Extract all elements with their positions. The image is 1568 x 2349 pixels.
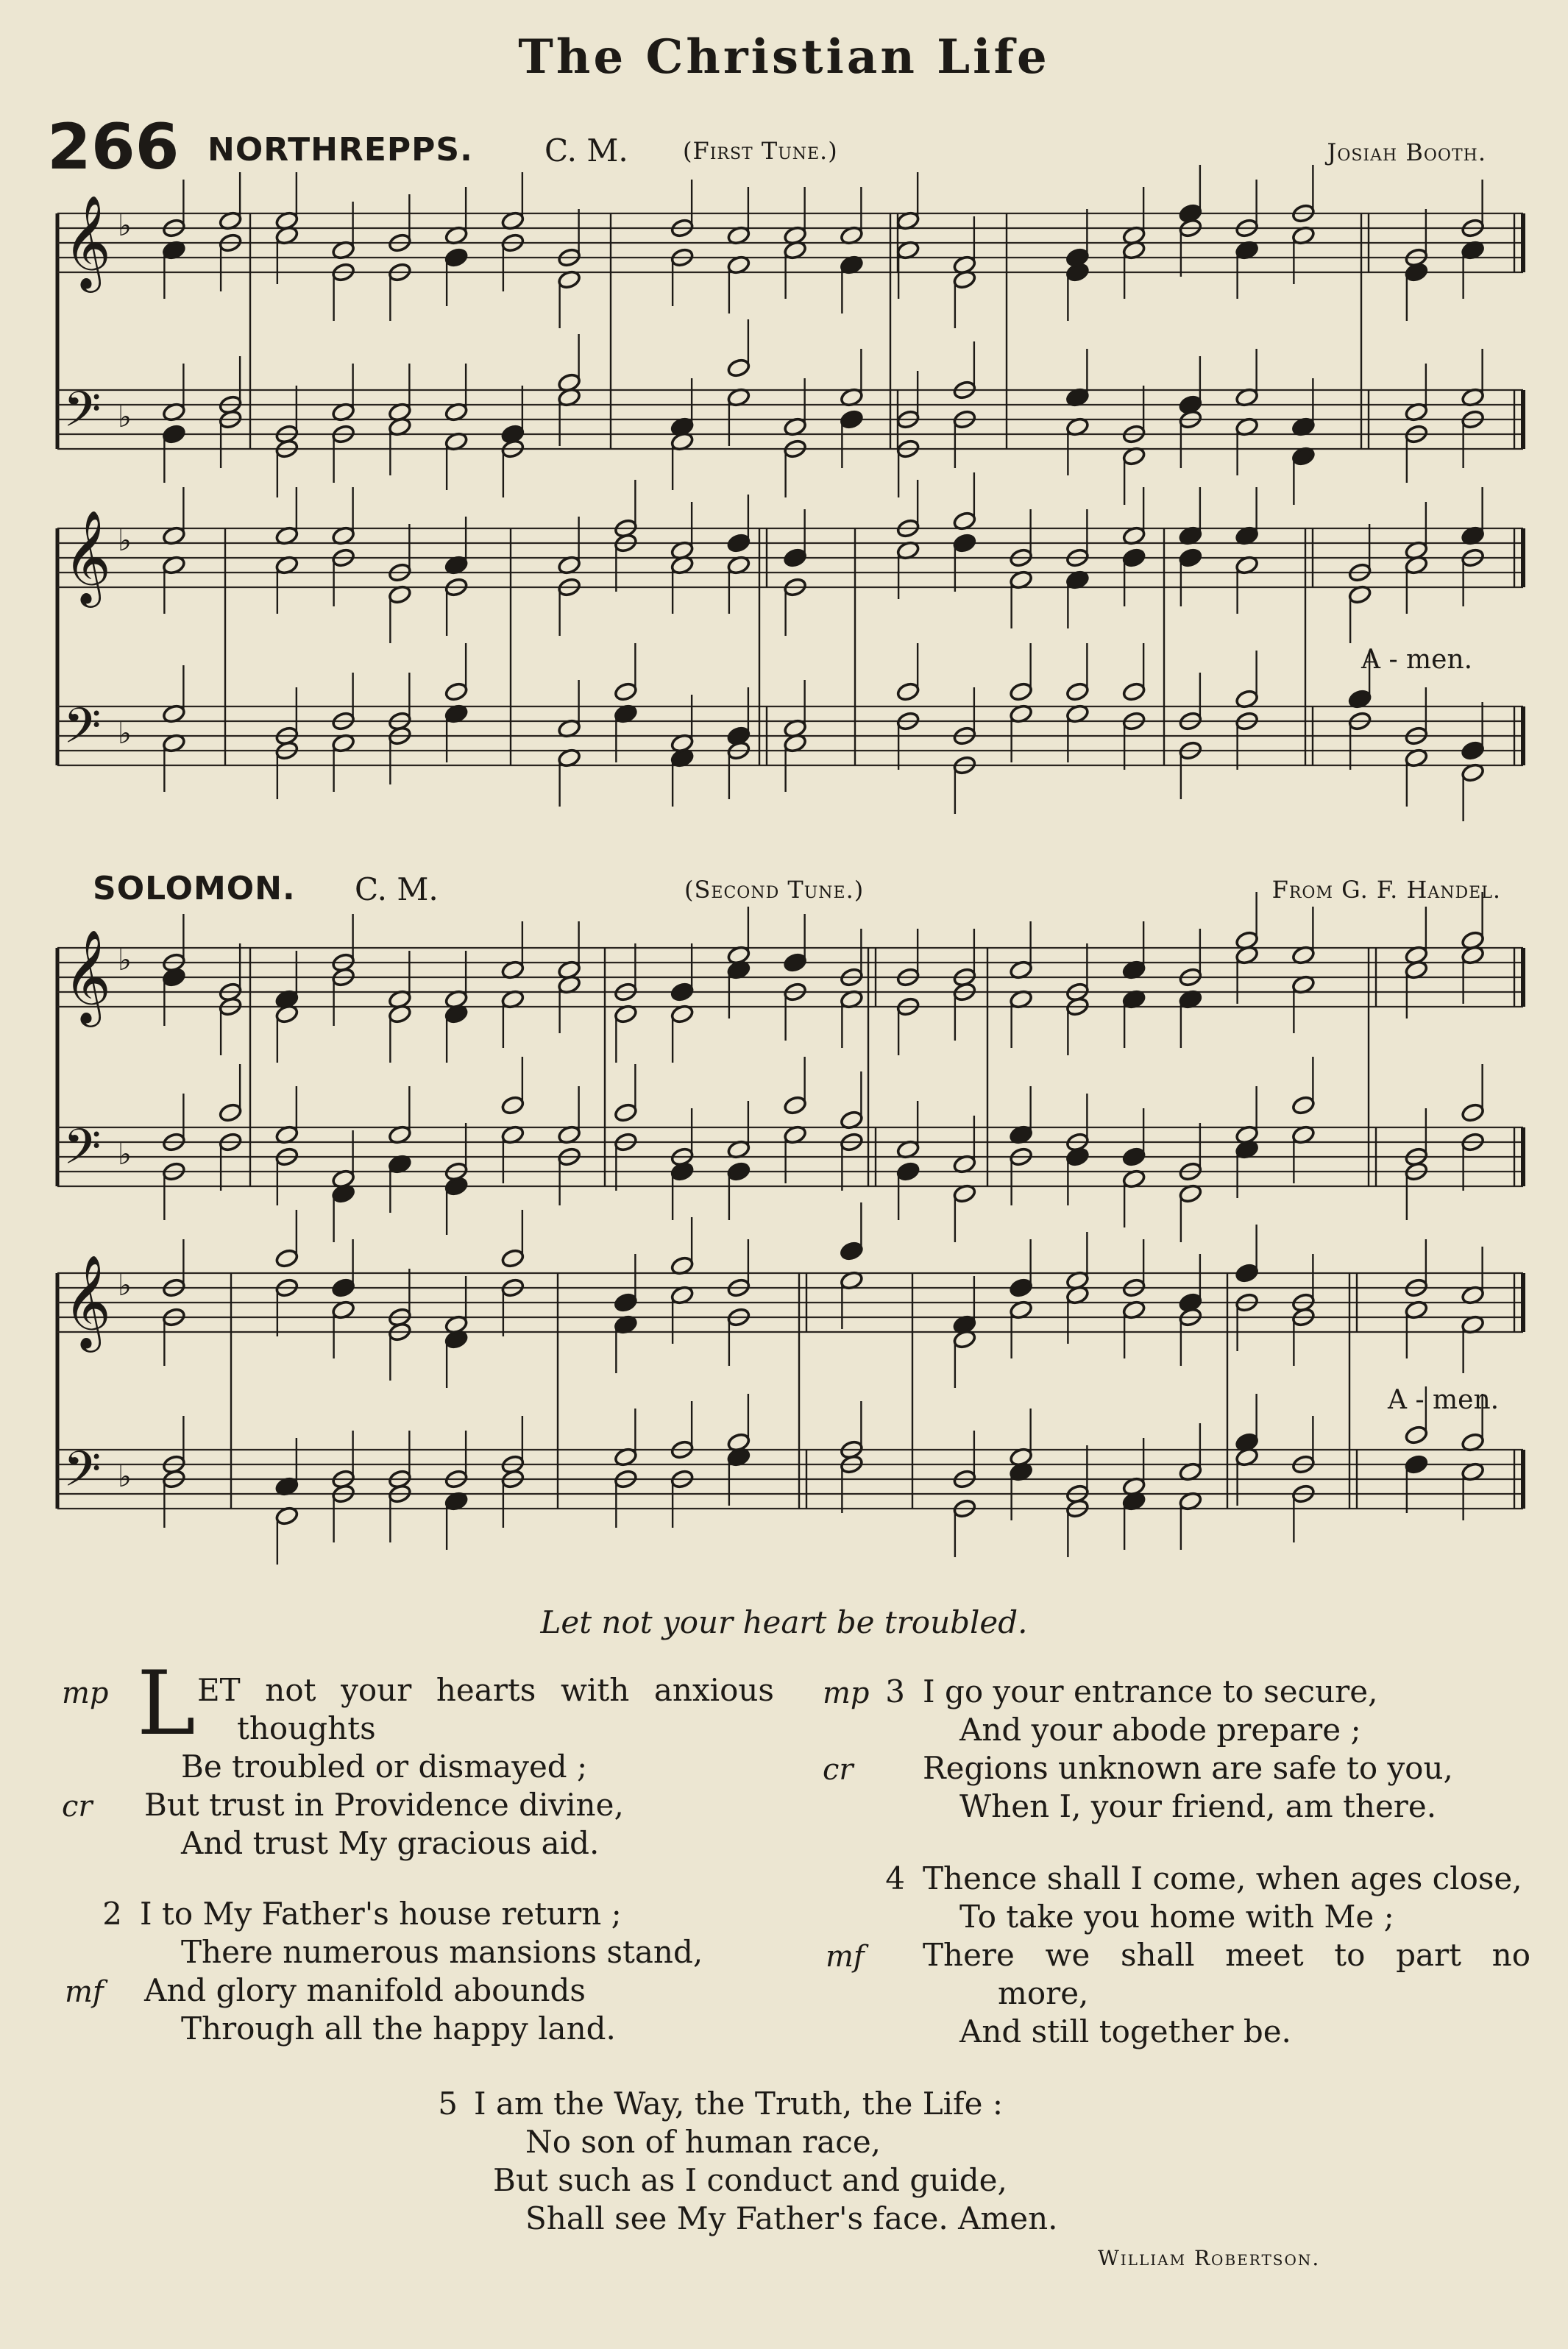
verse-line: I am the Way, the Truth, the Life : <box>474 2086 1003 2122</box>
verse-line: And trust My gracious aid. <box>181 1825 600 1861</box>
verse-line: But trust in Providence divine, <box>144 1787 624 1823</box>
quarter-note <box>331 1278 355 1298</box>
key-signature-flat: ♭ <box>118 209 132 243</box>
quarter-note <box>840 409 864 430</box>
half-note <box>444 681 469 702</box>
quarter-note <box>670 982 695 1002</box>
quarter-note <box>1009 1278 1033 1298</box>
tune-note: (Second Tune.) <box>684 876 865 904</box>
dynamic-mark: mp <box>823 1676 870 1710</box>
dynamic-mark: mf <box>65 1975 104 2009</box>
dynamic-mark: cr <box>62 1790 93 1824</box>
quarter-note <box>840 1241 864 1261</box>
drop-capital: L <box>137 1653 196 1755</box>
quarter-note <box>1235 1263 1259 1283</box>
quarter-note <box>726 726 751 746</box>
bass-clef: 𝄢 <box>63 381 102 450</box>
quarter-note <box>783 952 807 973</box>
quarter-note <box>783 548 807 568</box>
verse-line: When I, your friend, am there. <box>959 1788 1437 1824</box>
key-signature-flat: ♭ <box>118 943 132 977</box>
amen-label: A - men. <box>1361 645 1473 675</box>
half-note <box>1291 1095 1316 1116</box>
bass-clef: 𝄢 <box>63 1119 102 1187</box>
quarter-note <box>1065 247 1090 268</box>
verse-line: There numerous mansions stand, <box>181 1934 703 1970</box>
verse-line: Regions unknown are safe to you, <box>923 1750 1453 1786</box>
verse-number: 3 <box>885 1673 905 1710</box>
dynamic-mark: mp <box>62 1676 109 1710</box>
verse-number: 2 <box>102 1896 122 1932</box>
running-head: The Christian Life <box>518 29 1050 85</box>
verse-line: I to My Father's house return ; <box>140 1896 622 1932</box>
key-signature-flat: ♭ <box>118 524 132 558</box>
half-note <box>1009 681 1033 702</box>
quarter-note <box>1178 1292 1202 1313</box>
quarter-note <box>1122 1147 1146 1167</box>
verse-line: There we shall meet to part no <box>923 1937 1530 1973</box>
dynamic-mark: cr <box>823 1753 854 1787</box>
tune-name-solomon: SOLOMON. <box>93 870 296 907</box>
quarter-note <box>444 247 469 268</box>
half-note <box>274 1248 299 1269</box>
half-note <box>1122 681 1146 702</box>
verse-line: And glory manifold abounds <box>144 1972 586 2008</box>
half-note <box>783 1095 807 1116</box>
half-note <box>1461 1102 1485 1123</box>
verse-line: Through all the happy land. <box>181 2010 616 2047</box>
key-signature-flat: ♭ <box>118 1269 132 1303</box>
bass-clef: 𝄢 <box>63 698 102 766</box>
bass-clef: 𝄢 <box>63 1441 102 1509</box>
quarter-note <box>1178 203 1202 224</box>
verse-line: Shall see My Father's face. Amen. <box>525 2200 1058 2236</box>
treble-clef: 𝄞 <box>63 929 112 1023</box>
quarter-note <box>1404 1454 1428 1475</box>
quarter-note <box>1178 548 1202 568</box>
tune-composer: From G. F. Handel. <box>1271 876 1501 904</box>
verse-line: And still together be. <box>959 2013 1291 2049</box>
half-note <box>500 1248 525 1269</box>
verse-line: I go your entrance to secure, <box>923 1673 1378 1710</box>
verse-line: But such as I conduct and guide, <box>493 2162 1007 2198</box>
key-signature-flat: ♭ <box>118 400 132 434</box>
quarter-note <box>1178 394 1202 415</box>
verse-line: Thence shall I come, when ages close, <box>923 1860 1522 1896</box>
quarter-note <box>952 533 976 553</box>
quarter-note <box>896 1161 920 1182</box>
quarter-note <box>1122 548 1146 568</box>
tune-meter: C. M. <box>355 871 439 907</box>
key-signature-flat: ♭ <box>118 1138 132 1172</box>
key-signature-flat: ♭ <box>118 717 132 751</box>
tune-meter: C. M. <box>544 132 628 169</box>
hymn-text-title: Let not your heart be troubled. <box>540 1604 1028 1640</box>
half-note <box>1065 681 1090 702</box>
half-note <box>614 681 638 702</box>
half-note <box>896 681 920 702</box>
treble-clef: 𝄞 <box>63 509 112 603</box>
key-signature-flat: ♭ <box>118 1460 132 1494</box>
half-note <box>219 1102 243 1123</box>
half-note <box>500 1095 525 1116</box>
treble-clef: 𝄞 <box>63 194 112 288</box>
half-note <box>726 358 751 378</box>
amen-label: A - men. <box>1388 1385 1500 1415</box>
verse-number: 4 <box>885 1860 905 1896</box>
quarter-note <box>162 424 186 444</box>
treble-clef: 𝄞 <box>63 1254 112 1348</box>
quarter-note <box>726 1161 751 1182</box>
tune-name-northrepps: NORTHREPPS. <box>207 131 473 169</box>
dynamic-mark: mf <box>826 1940 865 1974</box>
verse-line: Be troubled or dismayed ; <box>181 1749 588 1785</box>
verse-line: No son of human race, <box>525 2124 881 2160</box>
tune-note: (First Tune.) <box>683 137 838 165</box>
hymn-number: 266 <box>47 110 180 184</box>
half-note <box>614 1102 638 1123</box>
verse-line: To take you home with Me ; <box>959 1899 1394 1935</box>
half-note <box>1404 1425 1428 1445</box>
quarter-note <box>1461 740 1485 761</box>
verse-line: And your abode prepare ; <box>959 1712 1361 1748</box>
quarter-note <box>614 1292 638 1313</box>
verse-line: more, <box>998 1975 1089 2011</box>
quarter-note <box>500 424 525 444</box>
quarter-note <box>726 533 751 553</box>
tune-composer: Josiah Booth. <box>1327 138 1486 166</box>
verse-line: ET not your hearts with anxious <box>197 1672 774 1708</box>
hymn-author: William Robertson. <box>1098 2246 1321 2270</box>
verse-line: thoughts <box>237 1710 376 1746</box>
verse-number: 5 <box>438 2086 458 2122</box>
